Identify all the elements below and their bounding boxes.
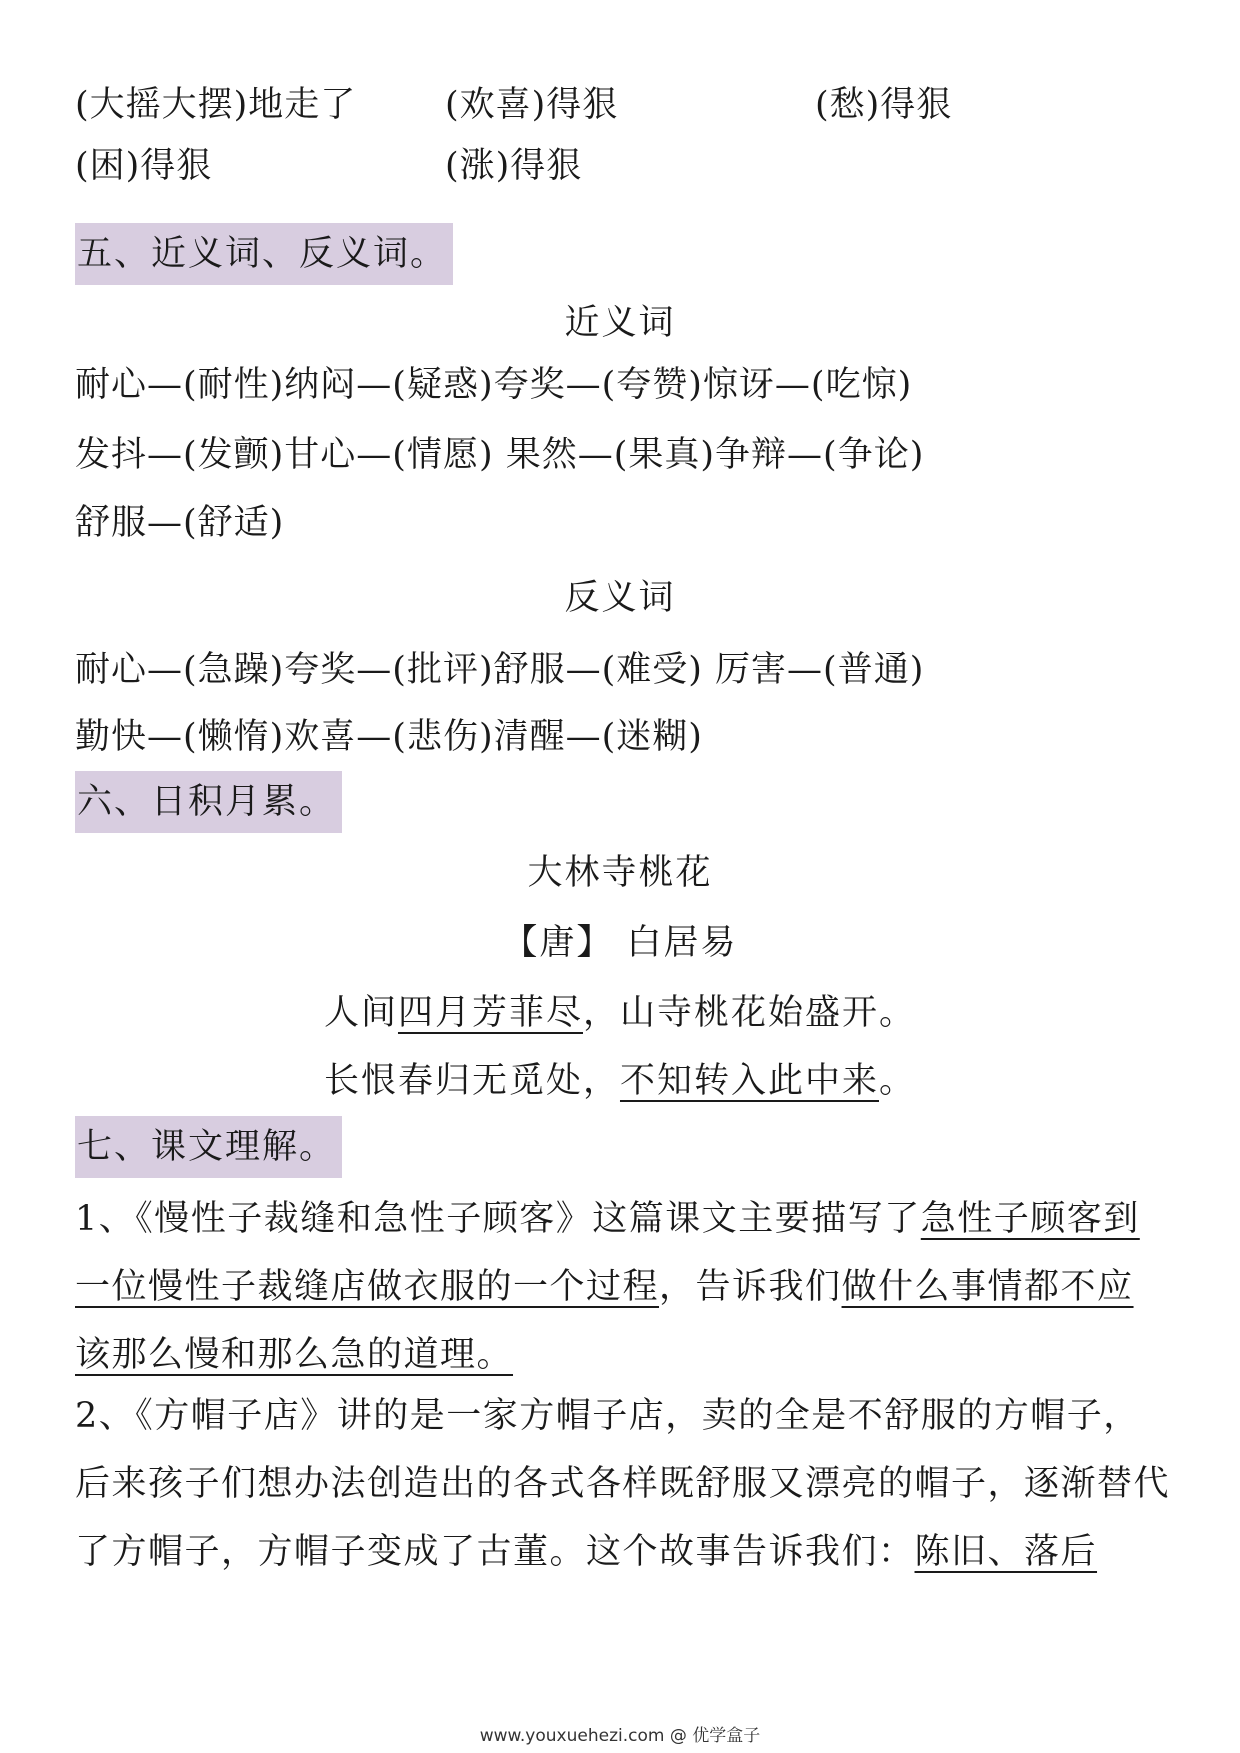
- answer-item: (涨)得狠: [445, 146, 583, 186]
- paragraph-2: [75, 1382, 1170, 1586]
- poem-title: 大林寺桃花: [527, 853, 713, 893]
- section-heading: 六、日积月累。: [75, 771, 342, 833]
- section-heading: 七、课文理解。: [75, 1116, 342, 1178]
- paragraph-text: ，告诉我们: [659, 1267, 842, 1307]
- synonym-line: 耐心—(耐性)纳闷—(疑惑)夸奖—(夸赞)惊讶—(吃惊): [75, 365, 913, 405]
- synonym-line: 舒服—(舒适): [75, 503, 285, 543]
- answer-item: (愁)得狠: [815, 85, 953, 125]
- poem-line-1: [0, 988, 1240, 1038]
- paragraph-text: 1、《慢性子裁缝和急性子顾客》这篇课文主要描写了: [75, 1199, 921, 1239]
- answer-item: (大摇大摆)地走了: [75, 85, 357, 125]
- paragraph-1: [75, 1185, 1170, 1389]
- antonym-line: 耐心—(急躁)夸奖—(批评)舒服—(难受) 厉害—(普通): [75, 650, 925, 690]
- poem-author: 【唐】 白居易: [502, 923, 738, 963]
- poem-text: ，山寺桃花始盛开。: [583, 993, 917, 1033]
- underlined-answer: 不知转入此中来: [619, 1061, 879, 1101]
- synonym-line: 发抖—(发颤)甘心—(情愿) 果然—(果真)争辩—(争论): [75, 435, 925, 475]
- poem-line-2: [0, 1056, 1240, 1106]
- antonym-line: 勤快—(懒惰)欢喜—(悲伤)清醒—(迷糊): [75, 717, 703, 757]
- answer-item: (欢喜)得狠: [445, 85, 619, 125]
- poem-text: 长恨春归无觅处，: [323, 1061, 620, 1101]
- underlined-answer: 陈旧、落后: [914, 1532, 1098, 1572]
- section-heading: 五、近义词、反义词。: [75, 223, 453, 285]
- paragraph-text: 2、《方帽子店》讲的是一家方帽子店，卖的全是不舒服的方帽子，后来孩子们想办法创造出的各式各样既舒服又漂亮的帽子，逐渐替代了方帽子，方帽子变成了古董。这个故事告诉我们：: [75, 1396, 1171, 1572]
- poem-text: 人间: [323, 993, 398, 1033]
- answer-item: (困)得狠: [75, 146, 213, 186]
- footer-watermark: www.youxuehezi.com @ 优学盒子: [479, 1726, 761, 1746]
- underlined-answer: 急性子顾客到一位慢性子裁缝店做衣服的一个过程: [75, 1199, 1140, 1307]
- synonyms-title: 近义词: [564, 303, 676, 343]
- underlined-answer: 四月芳菲尽: [397, 993, 583, 1033]
- antonyms-title: 反义词: [564, 578, 676, 618]
- poem-text: 。: [879, 1061, 917, 1101]
- underlined-answer: 做什么事情都不应该那么慢和那么急的道理。: [75, 1267, 1134, 1375]
